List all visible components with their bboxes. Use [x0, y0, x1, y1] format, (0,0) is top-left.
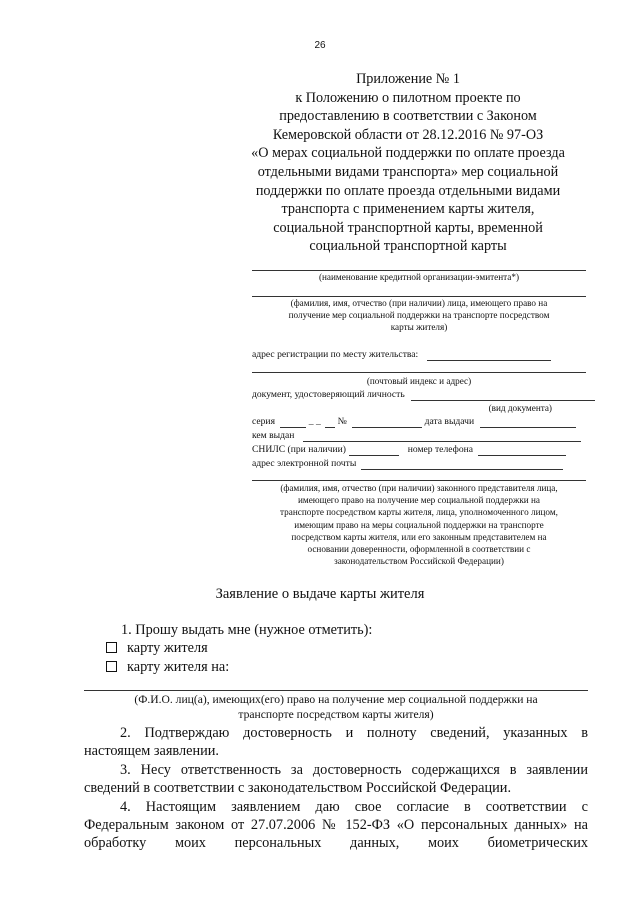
option-card-self[interactable] [106, 640, 208, 657]
applicant-fio-caption [252, 297, 586, 334]
issued-by-row [252, 429, 586, 442]
caption-line: (фамилия, имя, отчество (при наличии) лица, имеющего право на [290, 298, 548, 308]
caption-line: имеющим право на меры социальной поддержки на транспорте [294, 519, 544, 530]
postal-caption: (почтовый индекс и адрес) [366, 376, 472, 386]
series-field[interactable] [280, 417, 306, 428]
appendix-line: социальной транспортной карты, временной [273, 219, 543, 236]
caption-line: получение мер социальной поддержки на транспорте посредством [288, 310, 550, 321]
issue-date-label: дата выдачи [424, 416, 475, 427]
address-label: адрес регистрации по месту жительства: [252, 349, 419, 360]
series-field-2[interactable] [325, 417, 335, 428]
item-1: 1. Прошу выдать мне (нужное отметить): [121, 622, 373, 638]
email-field[interactable] [361, 459, 563, 470]
postal-address-line[interactable] [252, 364, 586, 373]
item-4-line: Федеральным законом от 27.07.2006 № 152-ФЗ «О персональных данных» на [84, 817, 588, 833]
document-field[interactable] [411, 390, 595, 401]
checkbox-icon[interactable] [106, 642, 117, 653]
snils-row [252, 443, 586, 456]
option-label: карту жителя [127, 640, 208, 656]
option-label: карту жителя на: [127, 659, 230, 675]
appendix-line: Приложение № 1 [356, 71, 460, 87]
appendix-line: отдельными видами транспорта» мер социальной [257, 163, 559, 180]
document-title: Заявление о выдаче карты жителя [215, 586, 425, 602]
appendix-line: поддержки по оплате проезда отдельными видами [255, 182, 561, 199]
email-row [252, 457, 586, 470]
doc-type-caption: (вид документа) [488, 403, 552, 413]
caption-line: имеющего право на получение мер социальной поддержки на [297, 495, 540, 506]
number-label: № [337, 416, 347, 427]
item-4-line: 4. Настоящим заявлением даю свое согласие в соответствии с [120, 799, 588, 815]
issued-by-label: кем выдан [252, 430, 295, 441]
address-row [252, 348, 586, 361]
item-2-line: 2. Подтверждаю достоверность и полноту сведений, указанных в [120, 725, 588, 741]
appendix-line: «О мерах социальной поддержки по оплате проезда [251, 145, 565, 162]
option-card-others[interactable] [106, 659, 229, 676]
org-caption: (наименование кредитной организации-эмитента*) [318, 272, 520, 282]
persons-caption [84, 692, 588, 722]
org-name-line[interactable] [252, 264, 586, 271]
caption-line: (фамилия, имя, отчество (при наличии) законного представителя лица, [280, 483, 558, 493]
address-field[interactable] [427, 350, 551, 361]
item-4-line: обработку моих персональных данных, моих биометрических [84, 835, 588, 851]
phone-field[interactable] [478, 445, 566, 456]
caption-line: основании доверенности, оформленной в соответствии с [307, 544, 531, 555]
caption-line: (Ф.И.О. лиц(а), имеющих(его) право на получение мер социальной поддержки на [134, 693, 538, 706]
appendix-line: предоставлению в соответствии с Законом [279, 108, 537, 125]
page-number: 26 [314, 40, 326, 51]
caption-line: транспорте посредством карты жителя) [238, 708, 434, 721]
persons-line[interactable] [84, 690, 588, 691]
document-row [252, 388, 586, 401]
applicant-fio-line[interactable] [252, 290, 586, 297]
appendix-line: транспорта с применением карты жителя, [281, 201, 535, 218]
document-label: документ, удостоверяющий личность [252, 389, 405, 400]
checkbox-icon[interactable] [106, 661, 117, 672]
caption-line: карты жителя) [390, 322, 448, 333]
caption-line: посредством карты жителя, или его законным представителем на [291, 531, 547, 542]
item-3-line: сведений в соответствии с законодательством Российской Федерации. [84, 780, 512, 796]
item-2-line: настоящем заявлении. [84, 743, 219, 759]
caption-line: транспорте посредством карты жителя, лица, уполномоченного лицом, [280, 507, 558, 518]
appendix-line: к Положению о пилотном проекте по [295, 89, 521, 106]
representative-caption [252, 482, 586, 567]
item-3-line: 3. Несу ответственность за достоверность содержащихся в заявлении [120, 762, 588, 778]
appendix-line: Кемеровской области от 28.12.2016 № 97-ОЗ [272, 126, 544, 143]
issue-date-field[interactable] [480, 417, 576, 428]
snils-field[interactable] [349, 445, 399, 456]
appendix-line: социальной транспортной карты [309, 238, 507, 255]
series-dash: _ _ [308, 416, 321, 427]
series-label: серия [252, 416, 275, 427]
number-field[interactable] [352, 417, 422, 428]
caption-line: законодательством Российской Федерации) [334, 556, 504, 567]
appendix-header [238, 70, 578, 256]
phone-label: номер телефона [407, 444, 474, 455]
email-label: адрес электронной почты [252, 458, 357, 469]
issued-by-field[interactable] [303, 431, 581, 442]
series-row [252, 415, 586, 428]
representative-line[interactable] [252, 474, 586, 481]
snils-label: СНИЛС (при наличии) [252, 444, 346, 455]
